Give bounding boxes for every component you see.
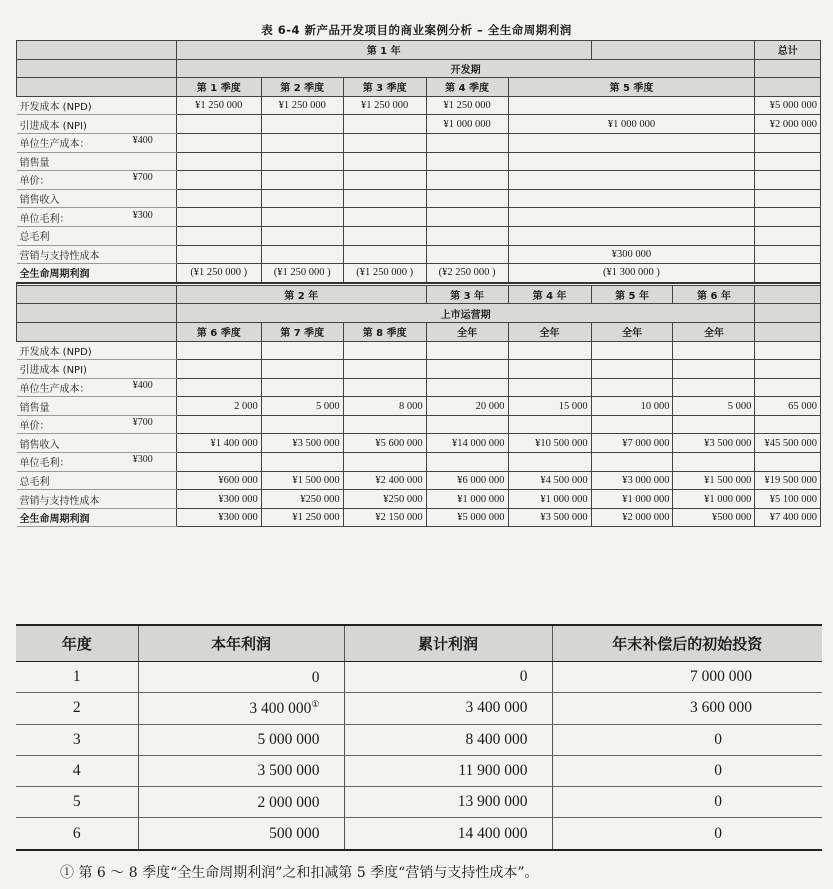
value-cell: 10 000 xyxy=(591,397,673,416)
data-row xyxy=(17,415,821,434)
header-year-4: 第 4 年 xyxy=(508,285,591,304)
summary-cumulative: 0 xyxy=(344,662,552,693)
header-period: 全年 xyxy=(508,322,591,341)
value-cell xyxy=(591,453,673,472)
value-cell xyxy=(343,115,426,134)
payback-summary-table xyxy=(16,624,822,851)
value-cell xyxy=(343,189,426,208)
header-annual-profit: 本年利润 xyxy=(138,625,344,662)
value-cell xyxy=(426,360,508,379)
value-cell xyxy=(673,415,755,434)
total-spacer xyxy=(755,59,821,78)
summary-year: 1 xyxy=(16,662,138,693)
value-cell xyxy=(426,171,508,190)
summary-row xyxy=(16,662,822,693)
value-cell xyxy=(343,171,426,190)
value-cell xyxy=(261,208,343,227)
header-year-6: 第 6 年 xyxy=(673,285,755,304)
value-cell xyxy=(261,360,343,379)
summary-cumulative: 3 400 000 xyxy=(344,693,552,724)
value-cell xyxy=(176,360,261,379)
row-label-text: 单位毛利： xyxy=(19,458,70,470)
summary-year: 4 xyxy=(16,755,138,786)
value-cell: ¥10 500 000 xyxy=(508,434,591,453)
value-cell xyxy=(508,189,755,208)
value-cell: 8 000 xyxy=(343,397,426,416)
total-cell xyxy=(755,341,821,360)
value-cell: 2 000 xyxy=(176,397,261,416)
row-label-text: 开发成本 (NPD) xyxy=(19,102,92,114)
value-cell: ¥2 400 000 xyxy=(343,471,426,490)
header-quarter: 第 5 季度 xyxy=(508,78,755,97)
value-cell xyxy=(508,360,591,379)
summary-annual-profit xyxy=(138,724,344,755)
value-cell: ¥1 000 000 xyxy=(508,490,591,509)
summary-annual-profit xyxy=(138,755,344,786)
data-row xyxy=(17,133,821,152)
row-label-text: 销售收入 xyxy=(19,195,60,207)
value-cell xyxy=(508,415,591,434)
value-cell: ¥2 000 000 xyxy=(591,508,673,527)
row-label xyxy=(17,208,177,227)
corner-cell xyxy=(17,41,177,60)
row-label-value: ¥700 xyxy=(132,172,153,184)
total-cell: ¥19 500 000 xyxy=(755,471,821,490)
data-row xyxy=(17,245,821,264)
value-cell xyxy=(508,226,755,245)
value-cell xyxy=(343,245,426,264)
value-cell xyxy=(176,208,261,227)
total-spacer xyxy=(755,322,821,341)
summary-remaining: 0 xyxy=(552,818,822,850)
value-cell xyxy=(343,415,426,434)
row-label-value: ¥700 xyxy=(132,417,153,429)
value-cell xyxy=(673,378,755,397)
total-cell xyxy=(755,226,821,245)
data-row xyxy=(17,490,821,509)
row-label xyxy=(17,115,177,134)
header-period: 全年 xyxy=(673,322,755,341)
value-cell xyxy=(343,133,426,152)
value-cell: ¥4 500 000 xyxy=(508,471,591,490)
total-cell xyxy=(755,152,821,171)
summary-row xyxy=(16,755,822,786)
summary-annual-profit-value: 5 000 000 xyxy=(257,731,320,749)
summary-cumulative: 8 400 000 xyxy=(344,724,552,755)
summary-row xyxy=(16,724,822,755)
row-label-text: 开发成本 (NPD) xyxy=(19,346,92,358)
value-cell xyxy=(176,171,261,190)
value-cell xyxy=(426,415,508,434)
summary-cumulative: 14 400 000 xyxy=(344,818,552,850)
value-cell xyxy=(343,341,426,360)
value-cell: (¥1 250 000 ) xyxy=(343,264,426,283)
value-cell: ¥3 500 000 xyxy=(261,434,343,453)
row-label xyxy=(17,415,177,434)
row-label-text: 营销与支持性成本 xyxy=(19,495,100,507)
summary-year: 2 xyxy=(16,693,138,724)
header-row-year xyxy=(17,41,821,60)
value-cell xyxy=(261,133,343,152)
header-year-1: 第 1 年 xyxy=(176,41,591,60)
value-cell xyxy=(426,226,508,245)
total-cell xyxy=(755,378,821,397)
header-row-years xyxy=(17,285,821,304)
summary-annual-profit-value: 3 500 000 xyxy=(257,762,320,780)
summary-row xyxy=(16,693,822,724)
value-cell: (¥1 300 000 ) xyxy=(508,264,755,283)
value-cell: ¥2 150 000 xyxy=(343,508,426,527)
row-label-value: ¥300 xyxy=(132,454,153,466)
data-row xyxy=(17,453,821,472)
summary-row xyxy=(16,818,822,850)
row-label xyxy=(17,360,177,379)
row-label xyxy=(17,397,177,416)
value-cell: ¥1 000 000 xyxy=(673,490,755,509)
total-cell xyxy=(755,133,821,152)
row-label-text: 全生命周期利润 xyxy=(19,514,90,526)
value-cell: ¥300 000 xyxy=(508,245,755,264)
data-row xyxy=(17,397,821,416)
value-cell xyxy=(426,245,508,264)
header-quarter: 第 4 季度 xyxy=(426,78,508,97)
row-label xyxy=(17,453,177,472)
header-total: 总计 xyxy=(755,41,821,60)
value-cell xyxy=(508,152,755,171)
header-row-periods xyxy=(17,322,821,341)
summary-cumulative: 13 900 000 xyxy=(344,787,552,818)
value-cell: (¥1 250 000 ) xyxy=(261,264,343,283)
value-cell xyxy=(508,378,591,397)
value-cell xyxy=(261,152,343,171)
row-label xyxy=(17,133,177,152)
data-row xyxy=(17,341,821,360)
value-cell: 15 000 xyxy=(508,397,591,416)
value-cell: ¥1 000 000 xyxy=(591,490,673,509)
summary-year: 6 xyxy=(16,818,138,850)
row-label-text: 总毛利 xyxy=(19,476,50,488)
summary-annual-profit xyxy=(138,818,344,850)
value-cell: ¥1 500 000 xyxy=(673,471,755,490)
data-row xyxy=(17,152,821,171)
value-cell xyxy=(176,226,261,245)
summary-annual-profit-value: 3 400 000 xyxy=(249,700,312,718)
summary-remaining: 7 000 000 xyxy=(552,662,822,693)
header-year-5: 第 5 年 xyxy=(591,285,673,304)
value-cell: ¥5 600 000 xyxy=(343,434,426,453)
corner-cell xyxy=(17,322,177,341)
value-cell xyxy=(426,453,508,472)
header-year-3: 第 3 年 xyxy=(426,285,508,304)
summary-year: 3 xyxy=(16,724,138,755)
value-cell: ¥250 000 xyxy=(261,490,343,509)
total-cell: ¥5 000 000 xyxy=(755,96,821,115)
data-row xyxy=(17,471,821,490)
header-period: 全年 xyxy=(426,322,508,341)
total-cell xyxy=(755,453,821,472)
value-cell: ¥3 500 000 xyxy=(508,508,591,527)
value-cell xyxy=(343,152,426,171)
value-cell xyxy=(261,341,343,360)
summary-annual-profit-value: 0 xyxy=(311,668,320,686)
value-cell xyxy=(261,378,343,397)
row-label xyxy=(17,434,177,453)
value-cell: ¥1 400 000 xyxy=(176,434,261,453)
row-label xyxy=(17,245,177,264)
summary-remaining: 0 xyxy=(552,787,822,818)
data-row xyxy=(17,360,821,379)
value-cell: ¥300 000 xyxy=(176,508,261,527)
summary-annual-profit xyxy=(138,662,344,693)
lifecycle-profit-table xyxy=(16,40,821,527)
value-cell xyxy=(176,189,261,208)
header-row-phase xyxy=(17,304,821,323)
value-cell xyxy=(261,415,343,434)
header-remaining-investment: 年末补偿后的初始投资 xyxy=(552,625,822,662)
total-cell xyxy=(755,171,821,190)
total-cell xyxy=(755,415,821,434)
header-year: 年度 xyxy=(16,625,138,662)
data-row xyxy=(17,378,821,397)
value-cell xyxy=(591,360,673,379)
value-cell xyxy=(343,378,426,397)
value-cell xyxy=(261,171,343,190)
value-cell xyxy=(508,453,591,472)
value-cell: ¥500 000 xyxy=(673,508,755,527)
spacer-cell xyxy=(591,41,755,60)
value-cell xyxy=(508,208,755,227)
corner-cell xyxy=(17,304,177,323)
value-cell xyxy=(261,115,343,134)
row-label-text: 单位生产成本： xyxy=(19,139,90,151)
summary-annual-profit-value: 500 000 xyxy=(269,825,320,843)
value-cell: ¥1 250 000 xyxy=(343,96,426,115)
value-cell: 5 000 xyxy=(673,397,755,416)
row-label xyxy=(17,226,177,245)
row-label xyxy=(17,171,177,190)
summary-header-row xyxy=(16,625,822,662)
row-label-text: 单位毛利： xyxy=(19,213,70,225)
value-cell xyxy=(591,378,673,397)
footnote: ① 第 6 ～ 8 季度“全生命周期利润”之和扣减第 5 季度“营销与支持性成本”。 xyxy=(60,865,539,881)
total-cell: ¥7 400 000 xyxy=(755,508,821,527)
data-row xyxy=(17,171,821,190)
header-period: 第 8 季度 xyxy=(343,322,426,341)
total-cell: ¥2 000 000 xyxy=(755,115,821,134)
value-cell xyxy=(261,226,343,245)
value-cell xyxy=(343,226,426,245)
total-spacer xyxy=(755,78,821,97)
header-quarter: 第 2 季度 xyxy=(261,78,343,97)
value-cell xyxy=(673,341,755,360)
total-cell xyxy=(755,245,821,264)
value-cell xyxy=(426,378,508,397)
value-cell: ¥1 250 000 xyxy=(176,96,261,115)
data-row xyxy=(17,264,821,283)
row-label-text: 销售收入 xyxy=(19,439,60,451)
row-label-text: 单价： xyxy=(19,176,50,188)
value-cell xyxy=(673,453,755,472)
row-label xyxy=(17,264,177,283)
value-cell xyxy=(508,133,755,152)
header-period: 全年 xyxy=(591,322,673,341)
value-cell xyxy=(343,208,426,227)
summary-annual-profit xyxy=(138,787,344,818)
value-cell xyxy=(508,341,591,360)
value-cell xyxy=(426,133,508,152)
data-row xyxy=(17,208,821,227)
total-cell xyxy=(755,264,821,283)
value-cell xyxy=(426,208,508,227)
value-cell: ¥1 250 000 xyxy=(426,96,508,115)
total-cell: 65 000 xyxy=(755,397,821,416)
row-label-text: 全生命周期利润 xyxy=(19,269,90,281)
value-cell: ¥1 250 000 xyxy=(261,96,343,115)
row-label-text: 销售量 xyxy=(19,402,50,414)
value-cell: ¥300 000 xyxy=(176,490,261,509)
value-cell xyxy=(176,133,261,152)
value-cell xyxy=(591,415,673,434)
row-label xyxy=(17,189,177,208)
row-label xyxy=(17,508,177,527)
value-cell: ¥1 000 000 xyxy=(426,490,508,509)
row-label-text: 单位生产成本： xyxy=(19,383,90,395)
row-label xyxy=(17,152,177,171)
total-cell xyxy=(755,360,821,379)
value-cell xyxy=(176,115,261,134)
value-cell: (¥2 250 000 ) xyxy=(426,264,508,283)
row-label-text: 营销与支持性成本 xyxy=(19,250,100,262)
row-label xyxy=(17,471,177,490)
value-cell xyxy=(343,453,426,472)
header-phase-development: 开发期 xyxy=(176,59,755,78)
row-label-value: ¥300 xyxy=(132,209,153,221)
value-cell xyxy=(343,360,426,379)
row-label xyxy=(17,341,177,360)
corner-cell xyxy=(17,59,177,78)
footnote-marker: ① xyxy=(311,698,320,709)
value-cell: ¥600 000 xyxy=(176,471,261,490)
value-cell xyxy=(176,453,261,472)
total-spacer xyxy=(755,285,821,304)
value-cell xyxy=(426,152,508,171)
value-cell: ¥1 000 000 xyxy=(508,115,755,134)
corner-cell xyxy=(17,78,177,97)
header-cumulative-profit: 累计利润 xyxy=(344,625,552,662)
value-cell xyxy=(591,341,673,360)
corner-cell xyxy=(17,285,177,304)
summary-remaining: 3 600 000 xyxy=(552,693,822,724)
value-cell: ¥5 000 000 xyxy=(426,508,508,527)
summary-remaining: 0 xyxy=(552,724,822,755)
summary-cumulative: 11 900 000 xyxy=(344,755,552,786)
value-cell xyxy=(176,378,261,397)
row-label-value: ¥400 xyxy=(132,379,153,391)
row-label-value: ¥400 xyxy=(132,135,153,147)
total-cell: ¥5 100 000 xyxy=(755,490,821,509)
value-cell xyxy=(508,96,755,115)
value-cell xyxy=(426,189,508,208)
value-cell: 20 000 xyxy=(426,397,508,416)
value-cell: ¥6 000 000 xyxy=(426,471,508,490)
data-row xyxy=(17,115,821,134)
data-row xyxy=(17,434,821,453)
value-cell: 5 000 xyxy=(261,397,343,416)
value-cell xyxy=(176,152,261,171)
total-spacer xyxy=(755,304,821,323)
value-cell: ¥1 000 000 xyxy=(426,115,508,134)
value-cell xyxy=(673,360,755,379)
value-cell xyxy=(426,341,508,360)
value-cell xyxy=(508,171,755,190)
header-period: 第 6 季度 xyxy=(176,322,261,341)
value-cell: ¥14 000 000 xyxy=(426,434,508,453)
header-row-phase xyxy=(17,59,821,78)
value-cell: ¥250 000 xyxy=(343,490,426,509)
row-label xyxy=(17,490,177,509)
row-label xyxy=(17,96,177,115)
row-label xyxy=(17,378,177,397)
value-cell xyxy=(176,415,261,434)
value-cell xyxy=(176,341,261,360)
data-row xyxy=(17,96,821,115)
header-row-quarters xyxy=(17,78,821,97)
value-cell xyxy=(261,245,343,264)
header-period: 第 7 季度 xyxy=(261,322,343,341)
total-cell: ¥45 500 000 xyxy=(755,434,821,453)
data-row xyxy=(17,226,821,245)
row-label-text: 引进成本 (NPI) xyxy=(19,365,87,377)
summary-row xyxy=(16,787,822,818)
row-label-text: 销售量 xyxy=(19,157,50,169)
summary-annual-profit-value: 2 000 000 xyxy=(257,793,320,811)
summary-remaining: 0 xyxy=(552,755,822,786)
row-label-text: 引进成本 (NPI) xyxy=(19,120,87,132)
header-phase-operation: 上市运营期 xyxy=(176,304,755,323)
total-cell xyxy=(755,189,821,208)
total-cell xyxy=(755,208,821,227)
value-cell: ¥7 000 000 xyxy=(591,434,673,453)
summary-year: 5 xyxy=(16,787,138,818)
row-label-text: 总毛利 xyxy=(19,232,50,244)
header-quarter: 第 3 季度 xyxy=(343,78,426,97)
row-label-text: 单价： xyxy=(19,421,50,433)
table-caption: 表 6-4 新产品开发项目的商业案例分析 – 全生命周期利润 xyxy=(261,23,572,37)
value-cell: ¥1 500 000 xyxy=(261,471,343,490)
header-year-2: 第 2 年 xyxy=(176,285,426,304)
value-cell xyxy=(261,453,343,472)
summary-annual-profit xyxy=(138,693,344,724)
data-row xyxy=(17,189,821,208)
value-cell xyxy=(176,245,261,264)
value-cell: (¥1 250 000 ) xyxy=(176,264,261,283)
value-cell: ¥3 500 000 xyxy=(673,434,755,453)
value-cell: ¥1 250 000 xyxy=(261,508,343,527)
data-row xyxy=(17,508,821,527)
value-cell: ¥3 000 000 xyxy=(591,471,673,490)
header-quarter: 第 1 季度 xyxy=(176,78,261,97)
value-cell xyxy=(261,189,343,208)
